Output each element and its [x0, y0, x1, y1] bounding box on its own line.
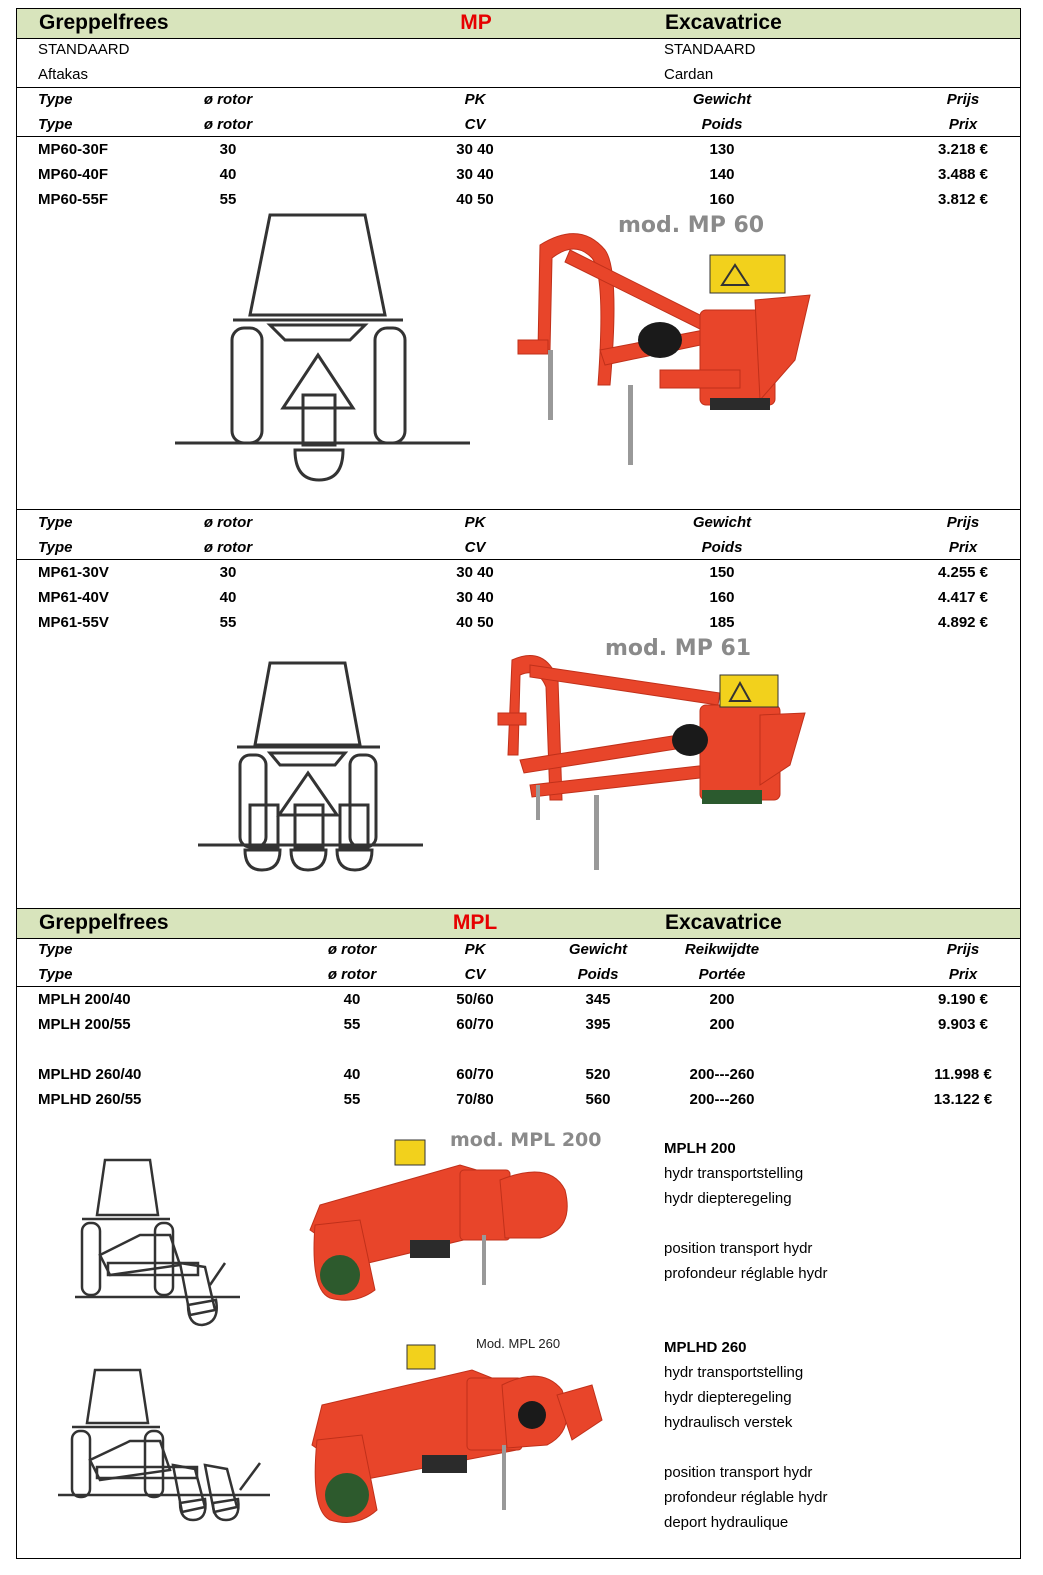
cell-pk: 30 40: [456, 166, 494, 183]
col-header-poids: Poids: [577, 966, 619, 983]
cell-pk: 30 40: [456, 564, 494, 581]
cell-weight: 130: [709, 141, 735, 158]
feature-line: hydr diepteregeling: [664, 1190, 792, 1207]
cell-rotor: 40: [219, 589, 237, 606]
divider: [17, 986, 1020, 987]
cell-rotor: 30: [219, 564, 237, 581]
cell-weight: 520: [585, 1066, 611, 1083]
divider: [17, 87, 1020, 88]
drive-label-fr: Cardan: [664, 66, 714, 83]
col-header-type: Type: [38, 941, 73, 958]
cell-weight: 560: [585, 1091, 611, 1108]
mp61-tractor-diagram: [195, 655, 430, 885]
feature-line: position transport hydr: [664, 1464, 813, 1481]
section-title-nl: Greppelfrees: [39, 911, 169, 934]
col-header-price: Prijs: [946, 91, 980, 108]
col-header-pk: PK: [464, 941, 486, 958]
col-header-type: Type: [38, 514, 73, 531]
col-header-rotor: ø rotor: [203, 514, 253, 531]
cell-type: MP60-40F: [38, 166, 109, 183]
cell-price: 9.190 €: [937, 991, 989, 1008]
cell-type: MPLH 200/40: [38, 991, 131, 1008]
mp60-photo: [510, 210, 820, 470]
mpl260-tractor-diagram: [55, 1365, 275, 1525]
cell-pk: 60/70: [456, 1066, 494, 1083]
cell-weight: 185: [709, 614, 735, 631]
cell-type: MP60-55F: [38, 191, 109, 208]
divider: [17, 559, 1020, 560]
divider: [17, 509, 1020, 510]
section-title-fr: Excavatrice: [665, 11, 782, 34]
feature-line: profondeur réglable hydr: [664, 1265, 828, 1282]
mpl200-photo: [300, 1120, 620, 1310]
cell-rotor: 40: [219, 166, 237, 183]
feature-line: hydr diepteregeling: [664, 1389, 792, 1406]
col-header-weight: Gewicht: [692, 91, 752, 108]
cell-type: MP61-40V: [38, 589, 109, 606]
standard-label-nl: STANDAARD: [38, 41, 130, 58]
cell-reach: 200: [709, 1016, 735, 1033]
feature-line: position transport hydr: [664, 1240, 813, 1257]
col-header-pk: PK: [464, 514, 486, 531]
col-header-cv: CV: [464, 966, 486, 983]
col-header-rotor-fr: ø rotor: [203, 116, 253, 133]
cell-pk: 60/70: [456, 1016, 494, 1033]
col-header-rotor-fr: ø rotor: [327, 966, 377, 983]
col-header-cv: CV: [464, 116, 486, 133]
cell-type: MPLHD 260/40: [38, 1066, 142, 1083]
cell-rotor: 55: [343, 1016, 361, 1033]
cell-weight: 160: [709, 589, 735, 606]
cell-rotor: 55: [343, 1091, 361, 1108]
feature-line: deport hydraulique: [664, 1514, 789, 1531]
cell-type: MP60-30F: [38, 141, 109, 158]
col-header-prix: Prix: [948, 116, 978, 133]
cell-rotor: 40: [343, 1066, 361, 1083]
cell-weight: 395: [585, 1016, 611, 1033]
cell-price: 9.903 €: [937, 1016, 989, 1033]
cell-rotor: 55: [219, 191, 237, 208]
col-header-price: Prijs: [946, 941, 980, 958]
feature-line: hydr transportstelling: [664, 1165, 804, 1182]
cell-type: MP61-30V: [38, 564, 109, 581]
cell-pk: 50/60: [456, 991, 494, 1008]
drive-label-nl: Aftakas: [38, 66, 89, 83]
model-name: MPLH 200: [664, 1140, 736, 1157]
cell-price: 11.998 €: [934, 1066, 992, 1083]
cell-price: 13.122 €: [933, 1091, 993, 1108]
cell-price: 4.255 €: [937, 564, 989, 581]
cell-rotor: 55: [219, 614, 237, 631]
col-header-poids: Poids: [701, 116, 743, 133]
cell-pk: 70/80: [456, 1091, 494, 1108]
mpl260-photo: [292, 1330, 627, 1540]
mp60-tractor-diagram: [175, 210, 475, 490]
cell-pk: 30 40: [456, 141, 494, 158]
section-code: MPL: [452, 911, 498, 934]
col-header-type-fr: Type: [38, 539, 73, 556]
cell-pk: 40 50: [456, 614, 494, 631]
col-header-rotor: ø rotor: [327, 941, 377, 958]
col-header-portee: Portée: [698, 966, 746, 983]
col-header-pk: PK: [464, 91, 486, 108]
col-header-reach: Reikwijdte: [684, 941, 760, 958]
cell-weight: 150: [709, 564, 735, 581]
feature-line: hydr transportstelling: [664, 1364, 804, 1381]
cell-price: 3.812 €: [937, 191, 989, 208]
cell-reach: 200---260: [689, 1091, 755, 1108]
col-header-prix: Prix: [948, 966, 978, 983]
col-header-rotor-fr: ø rotor: [203, 539, 253, 556]
mpl200-tractor-diagram: [70, 1155, 245, 1330]
standard-label-fr: STANDAARD: [664, 41, 756, 58]
cell-rotor: 30: [219, 141, 237, 158]
cell-reach: 200: [709, 991, 735, 1008]
photo-label: mod. MP 60: [618, 213, 765, 238]
feature-line: profondeur réglable hydr: [664, 1489, 828, 1506]
cell-type: MPLHD 260/55: [38, 1091, 142, 1108]
col-header-weight: Gewicht: [568, 941, 628, 958]
photo-label: mod. MPL 200: [450, 1129, 602, 1151]
cell-type: MPLH 200/55: [38, 1016, 131, 1033]
col-header-rotor: ø rotor: [203, 91, 253, 108]
section-header-mpl: [17, 909, 1020, 939]
cell-pk: 40 50: [456, 191, 494, 208]
section-code: MP: [460, 11, 492, 34]
model-name: MPLHD 260: [664, 1339, 747, 1356]
cell-price: 3.488 €: [937, 166, 989, 183]
col-header-poids: Poids: [701, 539, 743, 556]
col-header-prix: Prix: [948, 539, 978, 556]
col-header-type-fr: Type: [38, 116, 73, 133]
feature-line: hydraulisch verstek: [664, 1414, 793, 1431]
cell-pk: 30 40: [456, 589, 494, 606]
photo-label: mod. MP 61: [605, 636, 752, 661]
cell-weight: 160: [709, 191, 735, 208]
section-title-fr: Excavatrice: [665, 911, 782, 934]
cell-rotor: 40: [343, 991, 361, 1008]
cell-weight: 140: [709, 166, 735, 183]
col-header-cv: CV: [464, 539, 486, 556]
mp61-photo: [490, 635, 810, 880]
cell-price: 4.892 €: [937, 614, 989, 631]
col-header-type: Type: [38, 91, 73, 108]
col-header-price: Prijs: [946, 514, 980, 531]
cell-price: 3.218 €: [937, 141, 989, 158]
section-title-nl: Greppelfrees: [39, 11, 169, 34]
photo-label: Mod. MPL 260: [476, 1336, 561, 1351]
col-header-weight: Gewicht: [692, 514, 752, 531]
section-header-mp: [17, 9, 1020, 39]
cell-price: 4.417 €: [937, 589, 989, 606]
cell-weight: 345: [585, 991, 611, 1008]
cell-reach: 200---260: [689, 1066, 755, 1083]
divider: [17, 136, 1020, 137]
col-header-type-fr: Type: [38, 966, 73, 983]
cell-type: MP61-55V: [38, 614, 109, 631]
